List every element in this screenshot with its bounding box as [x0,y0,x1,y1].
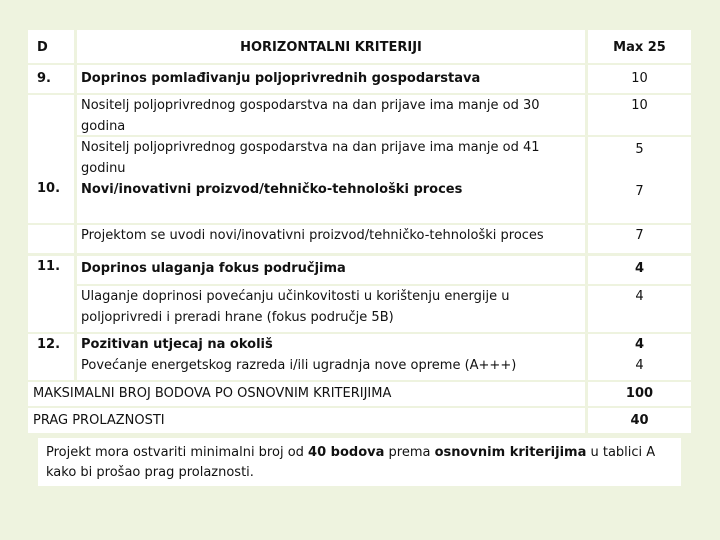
row-12-subitem-a: Povećanje energetskog razreda i/ili ugradnja nove opreme (A+++) [81,358,517,373]
row-9-subitem-b: Nositelj poljoprivrednog gospodarstva na dan prijave ima manje od 41 godinu [77,137,585,179]
row-12-score-cell [588,334,691,380]
threshold-value: 40 [588,408,691,433]
row-11-subitem-a: Ulaganje doprinosi povećanju učinkovitosti u korištenju energije u poljoprivredi i preradi hrane (fokus područje 5B) [77,286,585,332]
row-score-10: 7 [588,179,691,223]
row-number-12: 12. [28,334,74,380]
row-title-12: Pozitivan utjecaj na okoliš [81,337,273,352]
row-score-11: 4 [588,256,691,284]
row-9-subitem-a-score: 10 [588,95,691,135]
max-points-value: 100 [588,382,691,406]
note-text-1: Projekt mora ostvariti minimalni broj od [46,445,309,460]
header-max: Max 25 [588,30,691,63]
requirement-note [38,438,681,486]
row-10-subitem-a-score: 7 [588,225,691,253]
note-text-3: u tablici A kako bi prošao prag prolaznosti. [46,445,656,480]
criteria-table [28,30,691,428]
blank-number-cell [28,225,74,253]
row-12-cell [77,334,585,380]
row-title-9: Doprinos pomlađivanju poljoprivrednih gospodarstava [77,65,585,93]
row-9-subitem-a: Nositelj poljoprivrednog gospodarstva na dan prijave ima manje od 30 godina [77,95,585,135]
row-number-10: 10. [37,181,61,196]
row-score-12: 4 [634,337,645,352]
max-points-label: MAKSIMALNI BROJ BODOVA PO OSNOVNIM KRITERIJIMA [28,382,585,406]
row-title-11: Doprinos ulaganja fokus područjima [77,256,585,284]
note-text-2: prema [384,445,435,460]
row-11-subitem-a-score: 4 [588,286,691,332]
row-12-subitem-a-score: 4 [635,358,644,373]
row-score-9: 10 [588,65,691,93]
threshold-label: PRAG PROLAZNOSTI [28,408,585,433]
note-points: 40 bodova [308,445,385,460]
header-col-d: D [28,30,74,63]
header-title: HORIZONTALNI KRITERIJI [77,30,585,63]
note-criteria: osnovnim kriterijima [434,445,587,460]
row-10-subitem-a: Projektom se uvodi novi/inovativni proizvod/tehničko-tehnološki proces [77,225,585,253]
row-number-9: 9. [28,65,74,93]
row-title-10: Novi/inovativni proizvod/tehničko-tehnološki proces [77,179,585,223]
row-number-10-cell [28,95,74,223]
row-number-11: 11. [28,256,74,332]
row-9-subitem-b-score: 5 [588,137,691,179]
